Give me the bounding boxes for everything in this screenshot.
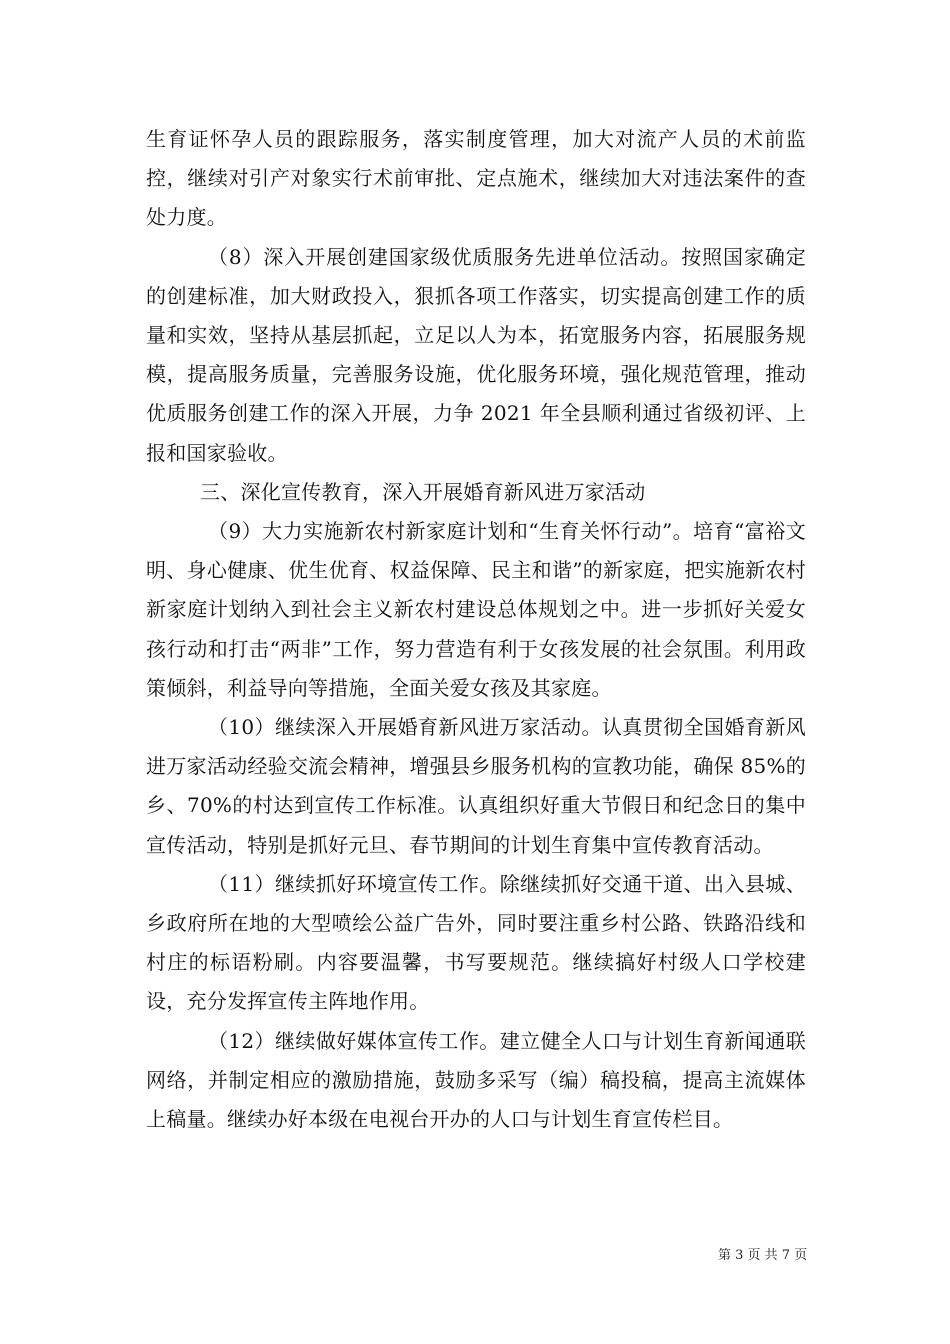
- paragraph-item-10: （10）继续深入开展婚育新风进万家活动。认真贯彻全国婚育新风进万家活动经验交流会精神，增强县乡服务机构的宣教功能，确保 85%的乡、70%的村达到宣传工作标准。认真组织好重大节假日和纪念日的集中宣传活动，特别是抓好元旦、春节期间的计划生育集中宣传教育活动。: [146, 715, 806, 857]
- section-heading-3: 三、深化宣传教育，深入开展婚育新风进万家活动: [200, 479, 646, 504]
- paragraph-item-12: （12）继续做好媒体宣传工作。建立健全人口与计划生育新闻通联网络，并制定相应的激励措施，鼓励多采写（编）稿投稿，提高主流媒体上稿量。继续办好本级在电视台开办的人口与计划生育宣传栏目。: [146, 1028, 806, 1132]
- paragraph-item-11: （11）继续抓好环境宣传工作。除继续抓好交通干道、出入县城、乡政府所在地的大型喷绘公益广告外，同时要注重乡村公路、铁路沿线和村庄的标语粉刷。内容要温馨，书写要规范。继续搞好村级人口学校建设，充分发挥宣传主阵地作用。: [146, 871, 806, 1014]
- paragraph-item-8: （8）深入开展创建国家级优质服务先进单位活动。按照国家确定的创建标准，加大财政投入，狠抓各项工作落实，切实提高创建工作的质量和实效，坚持从基层抓起，立足以人为本，拓宽服务内容，拓展服务规模，提高服务质量，完善服务设施，优化服务环境，强化规范管理，推动优质服务创建工作的深入开展，力争 2021 年全县顺利通过省级初评、上报和国家验收。: [146, 244, 806, 465]
- document-body: [146, 120, 806, 1139]
- paragraph-continued: 生育证怀孕人员的跟踪服务，落实制度管理，加大对流产人员的术前监控，继续对引产对象实行术前审批、定点施术，继续加大对违法案件的查处力度。: [146, 127, 806, 230]
- page-number-footer: 第 3 页 共 7 页: [718, 1248, 808, 1263]
- paragraph-item-9: （9）大力实施新农村新家庭计划和“生育关怀行动”。培育“富裕文明、身心健康、优生优育、权益保障、民主和谐”的新家庭，把实施新农村新家庭计划纳入到社会主义新农村建设总体规划之中。进一步抓好关爱女孩行动和打击“两非”工作，努力营造有利于女孩发展的社会氛围。利用政策倾斜，利益导向等措施，全面关爱女孩及其家庭。: [146, 519, 806, 700]
